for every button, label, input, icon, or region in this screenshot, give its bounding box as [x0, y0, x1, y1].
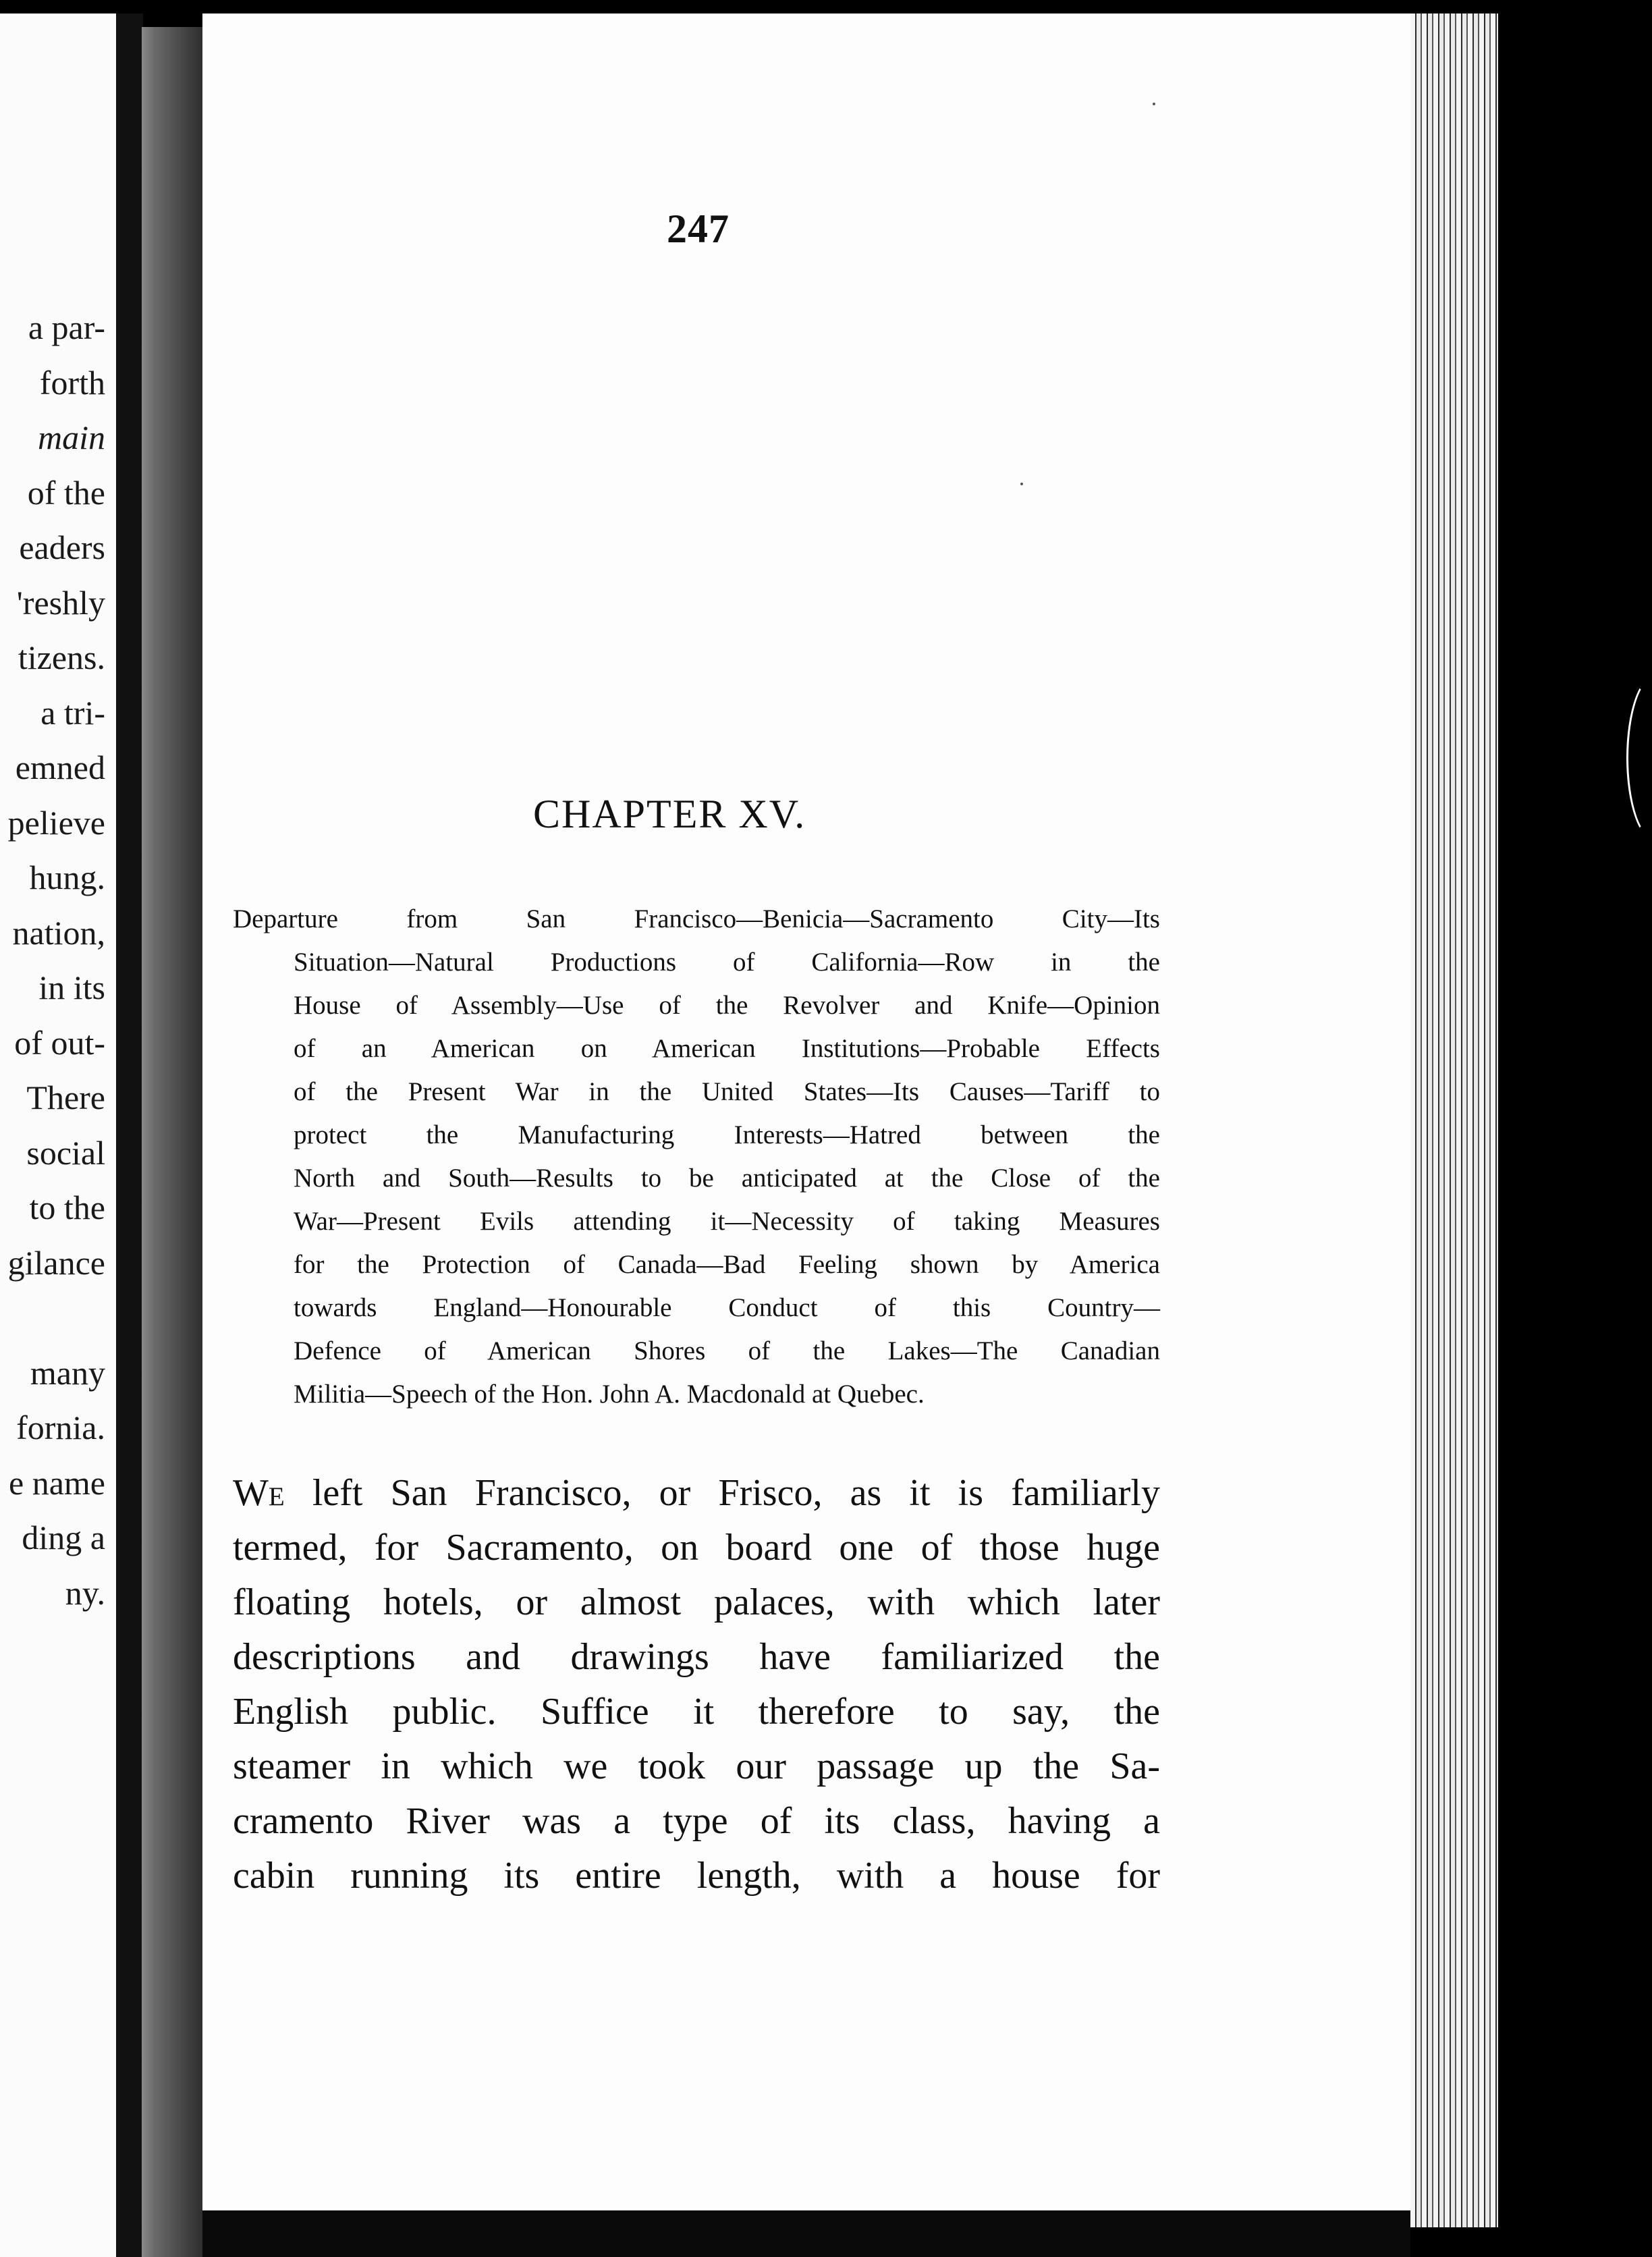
previous-page-text-fragment: ny. — [65, 1573, 105, 1612]
previous-page-text-fragment: social — [26, 1133, 105, 1172]
summary-line: towards England—Honourable Conduct of this Country— — [294, 1293, 1160, 1322]
chapter-summary — [233, 898, 1160, 1416]
previous-page-text-fragment: a par- — [28, 308, 105, 346]
body-line: floating hotels, or almost palaces, with which later — [233, 1581, 1160, 1623]
summary-line: War—Present Evils attending it—Necessity of taking Measures — [294, 1207, 1160, 1236]
book-page — [202, 13, 1410, 2210]
body-line: cabin running its entire length, with a house for — [233, 1855, 1160, 1897]
previous-page-text-fragment: of out- — [14, 1023, 105, 1062]
previous-page-text-fragment: a tri- — [40, 693, 105, 732]
previous-page-text-fragment: 'reshly — [16, 583, 105, 622]
previous-page-text-fragment: of the — [27, 473, 105, 512]
previous-page-text-fragment: gilance — [7, 1243, 105, 1282]
summary-line: House of Assembly—Use of the Revolver and Knife—Opinion — [294, 991, 1160, 1020]
summary-line: Situation—Natural Productions of California—Row in the — [294, 948, 1160, 977]
page-edges — [1410, 13, 1498, 2227]
paper-speck — [1153, 103, 1155, 105]
previous-page-text-fragment: e name — [9, 1463, 105, 1502]
body-line: steamer in which we took our passage up the Sa- — [233, 1745, 1160, 1787]
previous-page-text-fragment: eaders — [19, 528, 105, 566]
summary-line: Militia—Speech of the Hon. John A. Macdonald at Quebec. — [294, 1380, 925, 1409]
chapter-title: CHAPTER XV. — [533, 792, 806, 836]
previous-page-text-fragment: fornia. — [16, 1409, 105, 1446]
body-line: English public. Suffice it therefore to say, the — [233, 1691, 1160, 1733]
previous-page-text-fragment: tizens. — [18, 638, 105, 676]
previous-page-text-fragment: hung. — [29, 859, 105, 896]
body-line: cramento River was a type of its class, having a — [233, 1800, 1160, 1842]
first-word-cap: W — [233, 1472, 269, 1514]
previous-page-text-fragment: There — [26, 1079, 105, 1116]
previous-page-text-fragment: to the — [29, 1189, 105, 1226]
scan-top-border — [0, 0, 1652, 13]
summary-line: for the Protection of Canada—Bad Feeling shown by America — [294, 1250, 1160, 1279]
previous-page-text-fragment: ding a — [22, 1519, 105, 1556]
summary-line: North and South—Results to be anticipated at the Close of the — [294, 1164, 1160, 1193]
previous-page-text-fragment: in its — [38, 969, 105, 1006]
book-gutter-shadow — [142, 27, 206, 2257]
scan-right-border — [1498, 13, 1652, 2257]
previous-page-text-fragment: nation, — [12, 913, 105, 952]
previous-page-text-fragment: many — [30, 1353, 105, 1392]
previous-page-text-fragment: forth — [39, 363, 105, 402]
summary-line: protect the Manufacturing Interests—Hatred between the — [294, 1120, 1160, 1149]
body-line — [233, 1466, 1160, 1521]
page-bottom-shadow — [202, 2210, 1410, 2257]
body-line: termed, for Sacramento, on board one of those huge — [233, 1527, 1160, 1569]
previous-page-fragment — [0, 13, 116, 2257]
first-line-rest: left San Francisco, or Frisco, as it is familiarly — [312, 1472, 1160, 1514]
body-line: descriptions and drawings have familiarized the — [233, 1636, 1160, 1678]
summary-line: Defence of American Shores of the Lakes—The Canadian — [294, 1336, 1160, 1365]
first-word-rest: e — [268, 1472, 285, 1514]
summary-line: of an American on American Institutions—Probable Effects — [294, 1034, 1160, 1063]
previous-page-text-fragment: main — [38, 418, 105, 456]
summary-line: of the Present War in the United States—Its Causes—Tariff to — [294, 1077, 1160, 1106]
book-gutter-dark — [116, 13, 143, 2257]
paper-speck — [1020, 483, 1023, 485]
page-number: 247 — [667, 207, 729, 251]
previous-page-text-fragment: emned — [15, 749, 105, 786]
summary-line: Departure from San Francisco—Benicia—Sacramento City—Its — [233, 904, 1160, 933]
body-text — [233, 1466, 1160, 1903]
previous-page-text-fragment: pelieve — [7, 803, 105, 842]
